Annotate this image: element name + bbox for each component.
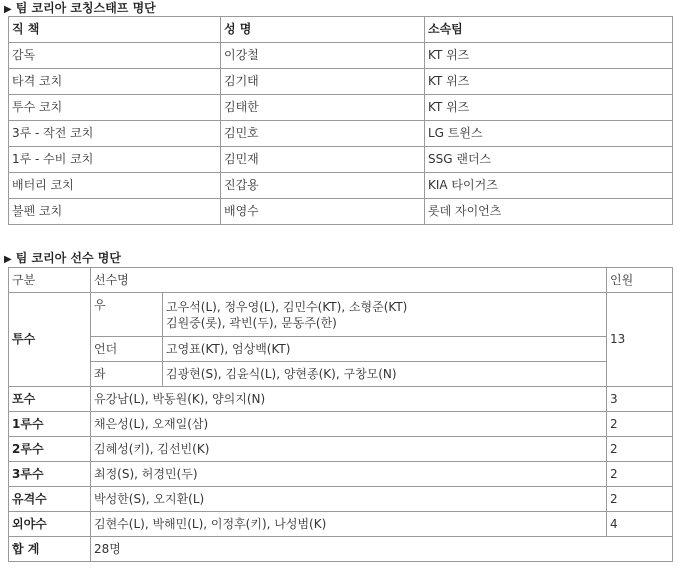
table-row-pitchers-under [9, 337, 673, 362]
header-team: 소속팀 [425, 17, 673, 43]
table-row-pitchers-right [9, 293, 673, 337]
cell-players: 최정(S), 허경민(두) [91, 462, 607, 487]
header-count: 인원 [607, 268, 673, 293]
player-roster-table [8, 267, 673, 562]
table-row [9, 147, 673, 173]
coaching-staff-table [8, 16, 673, 225]
cell-team: KT 위즈 [425, 95, 673, 121]
triangle-marker-icon: ▶ [4, 4, 12, 15]
cell-name: 김민호 [221, 121, 425, 147]
header-players: 선수명 [91, 268, 607, 293]
cell-role: 3루 - 작전 코치 [9, 121, 221, 147]
coaching-staff-title-text: 팀 코리아 코칭스태프 명단 [15, 1, 156, 15]
cell-role: 투수 코치 [9, 95, 221, 121]
cell-category: 1루수 [9, 412, 91, 437]
cell-total-value: 28명 [91, 537, 673, 562]
player-roster-title [4, 251, 121, 267]
cell-count: 2 [607, 437, 673, 462]
cell-players: 김혜성(키), 김선빈(K) [91, 437, 607, 462]
table-header-row [9, 17, 673, 43]
coaching-staff-title [4, 1, 156, 17]
cell-role: 불펜 코치 [9, 199, 221, 225]
cell-name: 김태한 [221, 95, 425, 121]
cell-name: 이강철 [221, 43, 425, 69]
header-name: 성 명 [221, 17, 425, 43]
cell-role: 배터리 코치 [9, 173, 221, 199]
cell-subcategory-left: 좌 [91, 362, 163, 387]
table-row-total [9, 537, 673, 562]
cell-count: 2 [607, 412, 673, 437]
table-row [9, 487, 673, 512]
cell-subcategory-right: 우 [91, 293, 163, 337]
cell-category: 유격수 [9, 487, 91, 512]
cell-count-pitchers: 13 [607, 293, 673, 387]
cell-players: 채은성(L), 오재일(삼) [91, 412, 607, 437]
cell-count: 3 [607, 387, 673, 412]
cell-category: 포수 [9, 387, 91, 412]
cell-count: 2 [607, 487, 673, 512]
table-row [9, 462, 673, 487]
cell-role: 감독 [9, 43, 221, 69]
cell-players: 박성한(S), 오지환(L) [91, 487, 607, 512]
cell-players-right [163, 293, 607, 337]
triangle-marker-icon: ▶ [4, 254, 12, 265]
cell-role: 타격 코치 [9, 69, 221, 95]
table-row [9, 412, 673, 437]
table-row-pitchers-left [9, 362, 673, 387]
table-header-row [9, 268, 673, 293]
cell-players: 유강남(L), 박동원(K), 양의지(N) [91, 387, 607, 412]
cell-team: SSG 랜더스 [425, 147, 673, 173]
header-role: 직 책 [9, 17, 221, 43]
cell-players-left: 김광현(S), 김윤식(L), 양현종(K), 구창모(N) [163, 362, 607, 387]
cell-name: 진갑용 [221, 173, 425, 199]
table-row [9, 95, 673, 121]
table-row [9, 199, 673, 225]
table-row [9, 512, 673, 537]
players-right-line2: 김원중(롯), 곽빈(두), 문동주(한) [166, 315, 337, 330]
cell-count: 4 [607, 512, 673, 537]
cell-category: 3루수 [9, 462, 91, 487]
table-row [9, 437, 673, 462]
players-right-line1: 고우석(L), 정우영(L), 김민수(KT), 소형준(KT) [166, 299, 408, 314]
table-row [9, 121, 673, 147]
cell-team: LG 트윈스 [425, 121, 673, 147]
cell-players: 김현수(L), 박해민(L), 이정후(키), 나성범(K) [91, 512, 607, 537]
cell-team: KT 위즈 [425, 69, 673, 95]
cell-category: 외야수 [9, 512, 91, 537]
cell-role: 1루 - 수비 코치 [9, 147, 221, 173]
table-row [9, 69, 673, 95]
cell-name: 배영수 [221, 199, 425, 225]
cell-total-label: 합 계 [9, 537, 91, 562]
header-category: 구분 [9, 268, 91, 293]
cell-category-pitchers: 투수 [9, 293, 91, 387]
cell-count: 2 [607, 462, 673, 487]
cell-team: 롯데 자이언츠 [425, 199, 673, 225]
cell-name: 김민재 [221, 147, 425, 173]
cell-team: KT 위즈 [425, 43, 673, 69]
cell-subcategory-under: 언더 [91, 337, 163, 362]
cell-name: 김기태 [221, 69, 425, 95]
cell-team: KIA 타이거즈 [425, 173, 673, 199]
cell-players-under: 고영표(KT), 엄상백(KT) [163, 337, 607, 362]
cell-category: 2루수 [9, 437, 91, 462]
table-row [9, 387, 673, 412]
player-roster-title-text: 팀 코리아 선수 명단 [15, 251, 121, 265]
table-row [9, 173, 673, 199]
table-row [9, 43, 673, 69]
